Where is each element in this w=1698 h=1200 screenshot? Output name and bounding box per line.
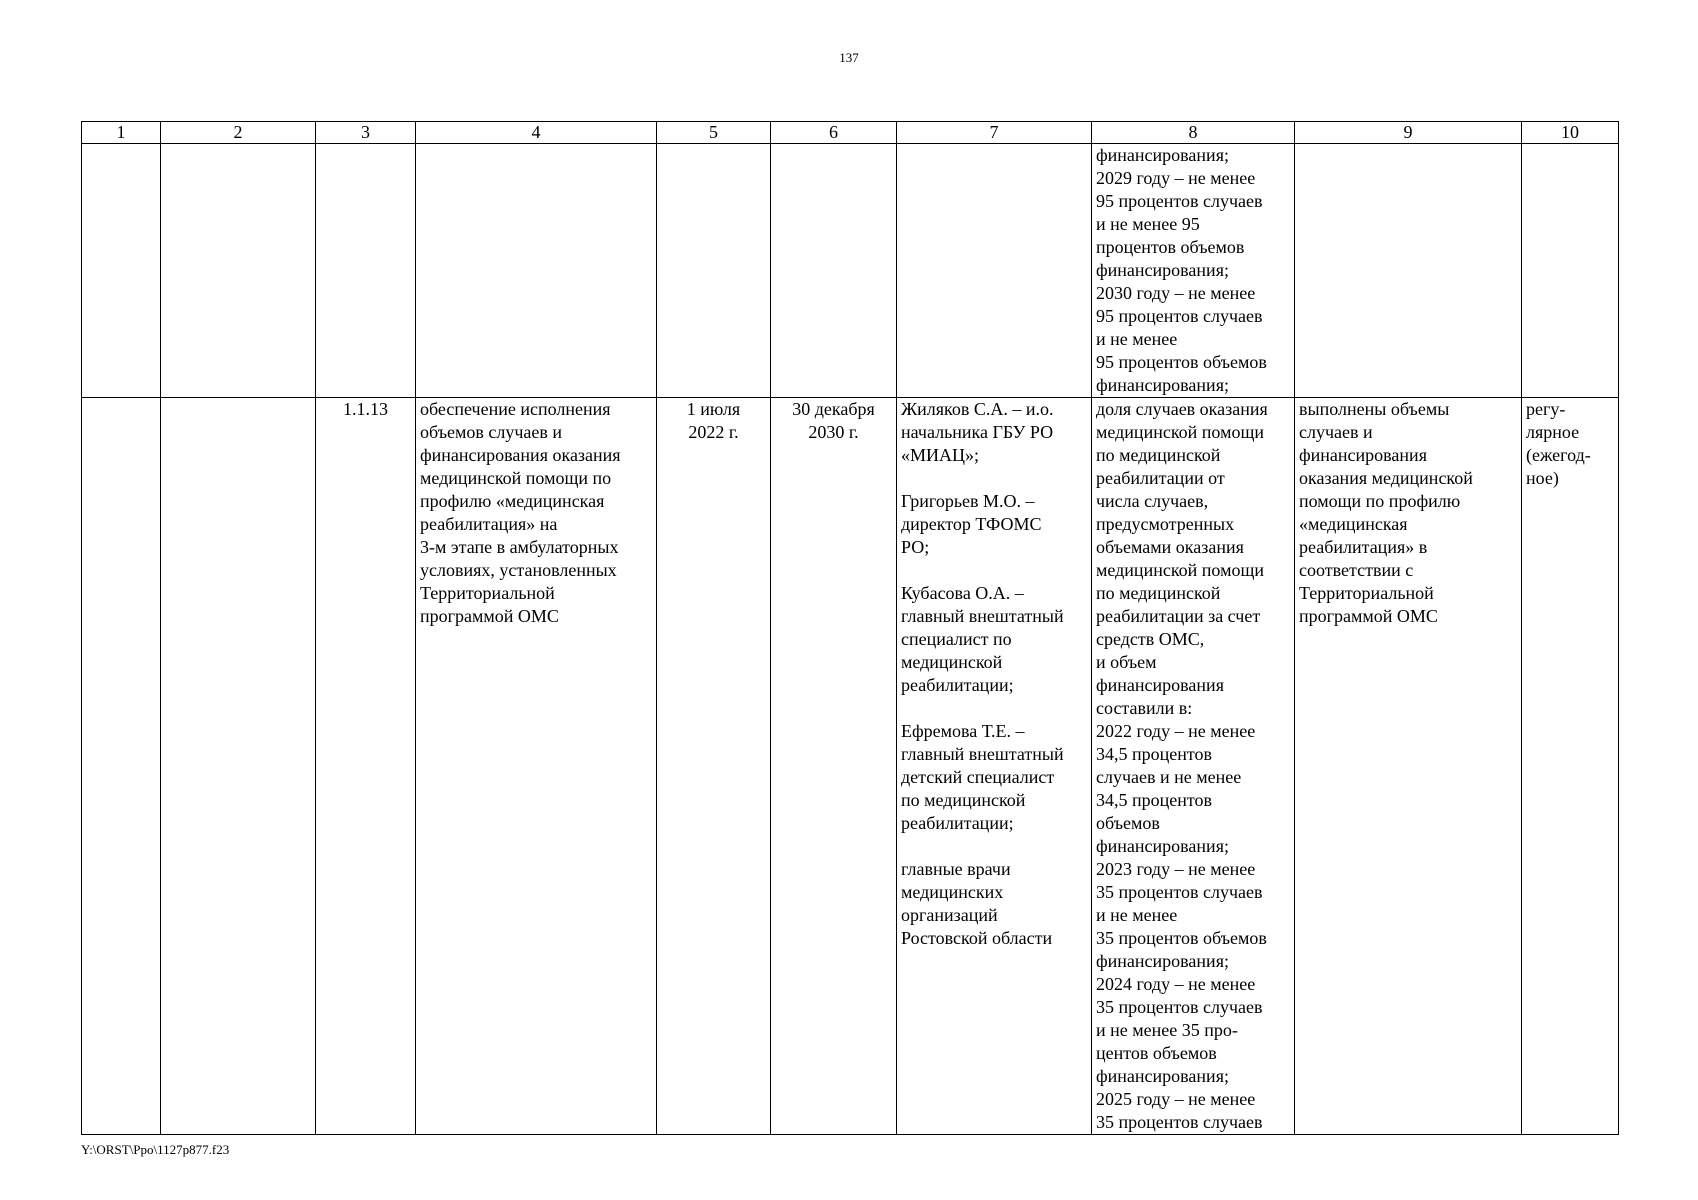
cell-line: Территориальной	[1299, 583, 1434, 603]
cell-empty	[82, 398, 161, 1135]
cell-line: центов объемов	[1096, 1043, 1217, 1063]
cell-line: финансирования	[1299, 445, 1427, 465]
cell-line: Жиляков С.А. – и.о.	[901, 399, 1054, 419]
plan-table	[81, 121, 1619, 1135]
cell-line: директор ТФОМС	[901, 514, 1042, 534]
cell-line: 95 процентов объемов	[1096, 352, 1267, 372]
header-col-1: 1	[82, 122, 161, 144]
expected-result-cell	[1295, 398, 1522, 1135]
cell-line: программой ОМС	[420, 606, 559, 626]
cell-line: 35 процентов случаев	[1096, 882, 1263, 902]
cell-line: финансирования;	[1096, 260, 1229, 280]
responsible-persons-cell	[897, 398, 1092, 1135]
header-col-10: 10	[1522, 122, 1619, 144]
cell-line: лярное	[1526, 422, 1580, 442]
cell-line: 2023 году – не менее	[1096, 859, 1256, 879]
cell-line: 2022 г.	[688, 422, 739, 442]
table-row-continuation	[82, 144, 1619, 398]
cell-line: реабилитация» в	[1299, 537, 1428, 557]
cell-line: 30 декабря	[792, 399, 875, 419]
cell-empty	[161, 398, 316, 1135]
cell-line: главный внештатный	[901, 606, 1064, 626]
cell-empty	[1522, 144, 1619, 398]
cont-indicator-cell	[1092, 144, 1295, 398]
cell-line: и не менее	[1096, 905, 1178, 925]
cell-line: 34,5 процентов	[1096, 744, 1213, 764]
cell-line: медицинской помощи	[1096, 560, 1264, 580]
cell-line: 34,5 процентов	[1096, 790, 1213, 810]
cell-line: условиях, установленных	[420, 560, 617, 580]
cell-line: финансирования оказания	[420, 445, 621, 465]
cell-line: РО;	[901, 537, 930, 557]
header-col-2: 2	[161, 122, 316, 144]
spacer	[901, 467, 1087, 490]
cell-line: по медицинской	[901, 790, 1026, 810]
cell-line: выполнены объемы	[1299, 399, 1450, 419]
cell-line: и не менее 35 про-	[1096, 1020, 1238, 1040]
cell-line: помощи по профилю	[1299, 491, 1461, 511]
cell-line: по медицинской	[1096, 445, 1221, 465]
cell-line: реабилитации от	[1096, 468, 1225, 488]
cell-empty	[316, 144, 416, 398]
cell-line: финансирования;	[1096, 375, 1229, 395]
cell-line: реабилитации за счет	[1096, 606, 1261, 626]
cell-line: специалист по	[901, 629, 1012, 649]
cell-line: 3-м этапе в амбулаторных	[420, 537, 619, 557]
cell-line: реабилитации;	[901, 813, 1014, 833]
item-number-cell: 1.1.13	[316, 398, 416, 1135]
header-col-7: 7	[897, 122, 1092, 144]
footer-file-path: Y:\ORST\Ppo\1127p877.f23	[81, 1142, 230, 1157]
cell-line: (ежегод-	[1526, 445, 1591, 465]
cell-line: финансирования;	[1096, 1066, 1229, 1086]
cell-line: объемов	[1096, 813, 1160, 833]
start-date-cell	[657, 398, 771, 1135]
cell-line: 2024 году – не менее	[1096, 974, 1256, 994]
cell-empty	[161, 144, 316, 398]
cell-line: Ефремова Т.Е. –	[901, 721, 1025, 741]
cell-line: медицинской помощи по	[420, 468, 612, 488]
cell-line: обеспечение исполнения	[420, 399, 611, 419]
header-row	[82, 122, 1619, 144]
cell-line: Территориальной	[420, 583, 555, 603]
cell-line: регу-	[1526, 399, 1566, 419]
activity-description-cell	[416, 398, 657, 1135]
cell-line: «МИАЦ»;	[901, 445, 980, 465]
cell-line: числа случаев,	[1096, 491, 1209, 511]
cell-line: 2030 году – не менее	[1096, 283, 1256, 303]
cell-line: программой ОМС	[1299, 606, 1438, 626]
cell-line: и объем	[1096, 652, 1157, 672]
cell-line: финансирования;	[1096, 951, 1229, 971]
cell-line: 2029 году – не менее	[1096, 168, 1256, 188]
cell-line: 2025 году – не менее	[1096, 1089, 1256, 1109]
cell-line: средств ОМС,	[1096, 629, 1205, 649]
cell-line: медицинской помощи	[1096, 422, 1264, 442]
cell-line: 35 процентов случаев	[1096, 1112, 1263, 1132]
cell-line: составили в:	[1096, 698, 1193, 718]
cell-line: главные врачи	[901, 859, 1011, 879]
cell-line: детский специалист	[901, 767, 1055, 787]
header-col-6: 6	[771, 122, 897, 144]
header-col-4: 4	[416, 122, 657, 144]
cell-line: реабилитация» на	[420, 514, 558, 534]
cell-line: и не менее	[1096, 329, 1178, 349]
cell-line: 95 процентов случаев	[1096, 191, 1263, 211]
cell-line: финансирования;	[1096, 145, 1229, 165]
frequency-cell	[1522, 398, 1619, 1135]
header-col-8: 8	[1092, 122, 1295, 144]
cell-line: финансирования;	[1096, 836, 1229, 856]
cell-empty	[416, 144, 657, 398]
cell-line: 35 процентов объемов	[1096, 928, 1267, 948]
spacer	[901, 559, 1087, 582]
cell-line: объемами оказания	[1096, 537, 1244, 557]
cell-line: главный внештатный	[901, 744, 1064, 764]
cell-line: оказания медицинской	[1299, 468, 1473, 488]
cell-line: медицинских	[901, 882, 1004, 902]
cell-line: начальника ГБУ РО	[901, 422, 1054, 442]
cell-line: случаев и	[1299, 422, 1373, 442]
cell-line: случаев и не менее	[1096, 767, 1242, 787]
cell-line: Кубасова О.А. –	[901, 583, 1024, 603]
cell-line: реабилитации;	[901, 675, 1014, 695]
cell-empty	[771, 144, 897, 398]
cell-line: 95 процентов случаев	[1096, 306, 1263, 326]
spacer	[901, 835, 1087, 858]
cell-line: объемов случаев и	[420, 422, 563, 442]
cell-line: доля случаев оказания	[1096, 399, 1268, 419]
table-row-1-1-13	[82, 398, 1619, 1135]
cell-empty	[82, 144, 161, 398]
header-col-9: 9	[1295, 122, 1522, 144]
cell-line: по медицинской	[1096, 583, 1221, 603]
cell-line: профилю «медицинская	[420, 491, 605, 511]
cell-line: организаций	[901, 905, 998, 925]
cell-line: «медицинская	[1299, 514, 1408, 534]
cell-line: 2022 году – не менее	[1096, 721, 1256, 741]
cell-line: медицинской	[901, 652, 1003, 672]
cell-line: предусмотренных	[1096, 514, 1235, 534]
cell-line: Ростовской области	[901, 928, 1053, 948]
cell-line: 1 июля	[686, 399, 741, 419]
cell-empty	[657, 144, 771, 398]
cell-line: соответствии с	[1299, 560, 1414, 580]
cell-line: ное)	[1526, 468, 1559, 488]
header-col-3: 3	[316, 122, 416, 144]
cell-line: 2030 г.	[808, 422, 859, 442]
cell-line: процентов объемов	[1096, 237, 1245, 257]
cell-empty	[1295, 144, 1522, 398]
cell-line: и не менее 95	[1096, 214, 1200, 234]
cell-line: 35 процентов случаев	[1096, 997, 1263, 1017]
page-number: 137	[839, 50, 859, 65]
spacer	[901, 697, 1087, 720]
cell-empty	[897, 144, 1092, 398]
cell-line: финансирования	[1096, 675, 1224, 695]
header-col-5: 5	[657, 122, 771, 144]
end-date-cell	[771, 398, 897, 1135]
cell-line: Григорьев М.О. –	[901, 491, 1035, 511]
indicator-cell	[1092, 398, 1295, 1135]
